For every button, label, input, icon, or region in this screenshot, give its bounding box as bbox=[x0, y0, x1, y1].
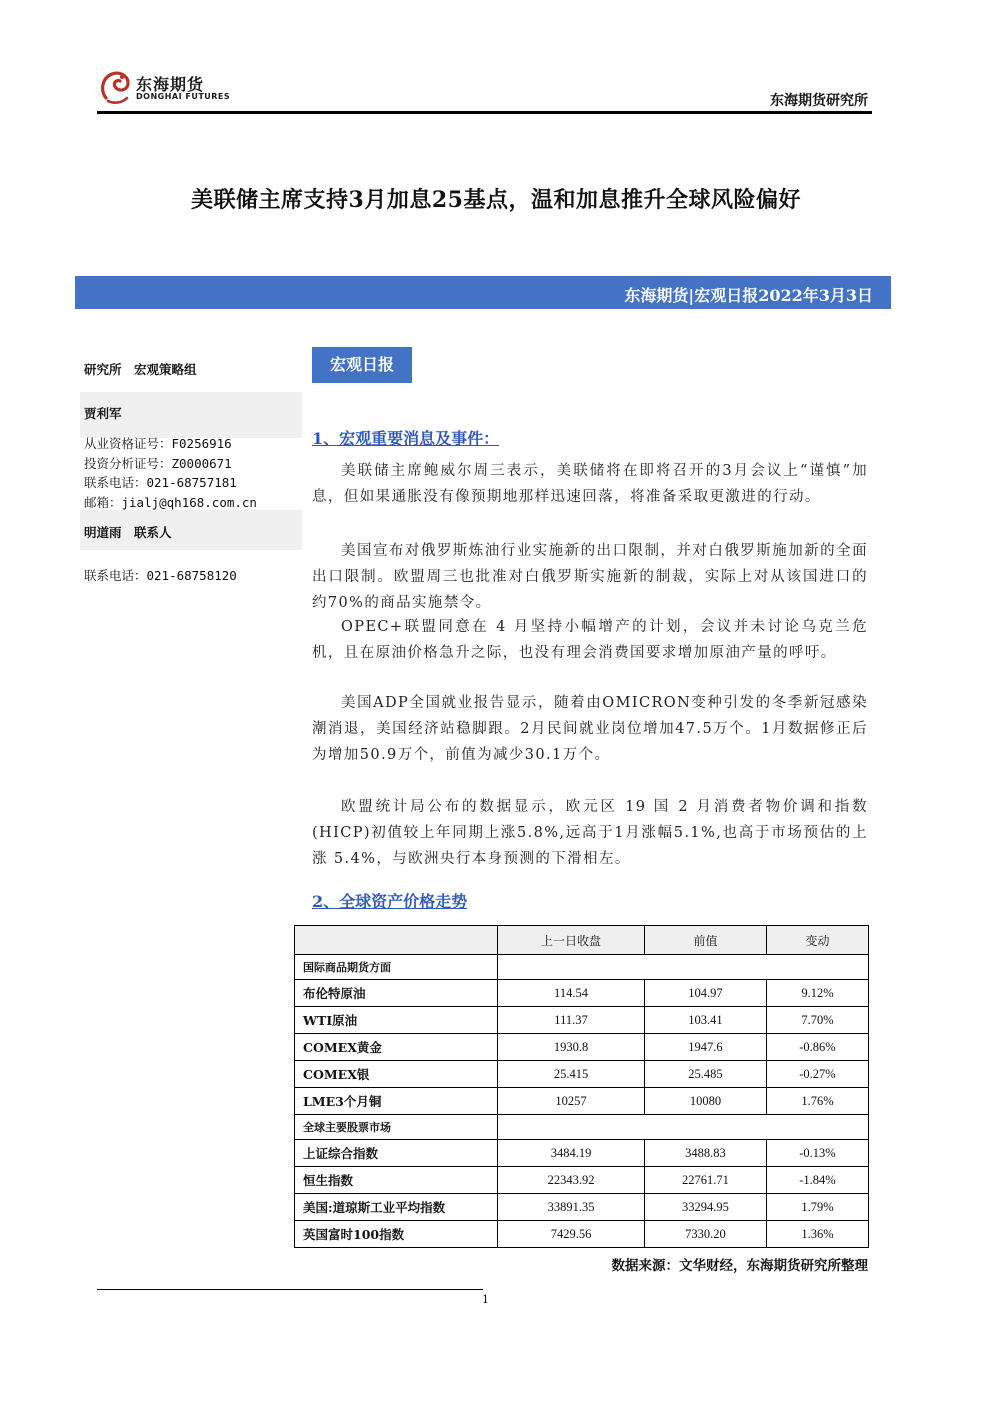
report-title: 美联储主席支持3月加息25基点，温和加息推升全球风险偏好 bbox=[191, 187, 801, 213]
analyst-qualification: 从业资格证号：F0256916 bbox=[84, 436, 232, 451]
logo-chinese-name: 东海期货 bbox=[136, 75, 205, 94]
logo-english-name: DONGHAI FUTURES bbox=[136, 92, 231, 101]
header-divider bbox=[97, 111, 872, 114]
header-prior: 前值 bbox=[645, 926, 767, 955]
analyst-phone: 联系电话：021-68757181 bbox=[84, 475, 237, 490]
paragraph-sanctions: 美国宣布对俄罗斯炼油行业实施新的出口限制，并对白俄罗斯施加新的全面出口限制。欧盟周三也批准对白俄罗斯实施新的制裁，实际上对从该国进口的约70%的商品实施禁令。 bbox=[312, 543, 868, 611]
header-prev-close: 上一日收盘 bbox=[498, 926, 645, 955]
data-source-note: 数据来源：文华财经，东海期货研究所整理 bbox=[611, 1258, 868, 1274]
table-category-row bbox=[295, 1115, 869, 1140]
table-row: 上证综合指数 3484.19 3488.83 -0.13% bbox=[295, 1140, 869, 1167]
contact-phone: 联系电话：021-68758120 bbox=[84, 568, 237, 583]
report-type-tag: 宏观日报 bbox=[312, 347, 412, 383]
table-row: COMEX银 25.415 25.485 -0.27% bbox=[295, 1061, 869, 1088]
contact-name: 明道雨 联系人 bbox=[84, 525, 172, 540]
company-logo bbox=[98, 68, 231, 108]
table-row: LME3个月铜 10257 10080 1.76% bbox=[295, 1088, 869, 1115]
section-macro-events: 1、宏观重要消息及事件： bbox=[312, 429, 500, 448]
header-change: 变动 bbox=[766, 926, 868, 955]
analyst-email: 邮箱：jialj@qh168.com.cn bbox=[84, 495, 257, 510]
table-row: 布伦特原油 114.54 104.97 9.12% bbox=[295, 980, 869, 1007]
paragraph-fed: 美联储主席鲍威尔周三表示，美联储将在即将召开的3月会议上“谨慎”加息，但如果通胀没有像预期地那样迅速回落，将准备采取更激进的行动。 bbox=[312, 463, 868, 505]
section-asset-prices: 2、全球资产价格走势 bbox=[312, 892, 468, 911]
paragraph-opec: OPEC+联盟同意在 4 月坚持小幅增产的计划，会议并未讨论乌克兰危机，且在原油价格急升之际，也没有理会消费国要求增加原油产量的呼吁。 bbox=[312, 619, 868, 661]
header-blank bbox=[295, 926, 498, 955]
paragraph-hicp: 欧盟统计局公布的数据显示，欧元区 19 国 2 月消费者物价调和指数(HICP)初值较上年同期上涨5.8%,远高于1月涨幅5.1%,也高于市场预估的上涨 5.4%，与欧洲央行本身预测的下滑相左。 bbox=[312, 799, 868, 867]
asset-price-table bbox=[294, 925, 869, 1248]
analyst-name: 贾利军 bbox=[84, 406, 122, 421]
dragon-logo-icon bbox=[98, 68, 132, 106]
paragraph-adp: 美国ADP全国就业报告显示，随着由OMICRON变种引发的冬季新冠感染潮消退，美国经济站稳脚跟。2月民间就业岗位增加47.5万个。1月数据修正后为增加50.9万个，前值为减少30.1万个。 bbox=[312, 695, 868, 763]
table-row: 美国:道琼斯工业平均指数 33891.35 33294.95 1.79% bbox=[295, 1194, 869, 1221]
table-row: 英国富时100指数 7429.56 7330.20 1.36% bbox=[295, 1221, 869, 1248]
footer-divider bbox=[97, 1289, 483, 1290]
header-organization: 东海期货研究所 bbox=[770, 93, 868, 109]
category-commodities: 国际商品期货方面 bbox=[295, 955, 498, 980]
table-category-row bbox=[295, 955, 869, 980]
report-banner bbox=[75, 276, 891, 309]
table-row: 恒生指数 22343.92 22761.71 -1.84% bbox=[295, 1167, 869, 1194]
table-row: WTI原油 111.37 103.41 7.70% bbox=[295, 1007, 869, 1034]
page-number: 1 bbox=[482, 1293, 489, 1306]
table-row: COMEX黄金 1930.8 1947.6 -0.86% bbox=[295, 1034, 869, 1061]
analyst-license: 投资分析证号：Z0000671 bbox=[84, 456, 232, 471]
table-header-row bbox=[295, 926, 869, 955]
category-equities: 全球主要股票市场 bbox=[295, 1115, 498, 1140]
department-label: 研究所 宏观策略组 bbox=[84, 362, 197, 377]
banner-text: 东海期货|宏观日报2022年3月3日 bbox=[624, 286, 873, 305]
